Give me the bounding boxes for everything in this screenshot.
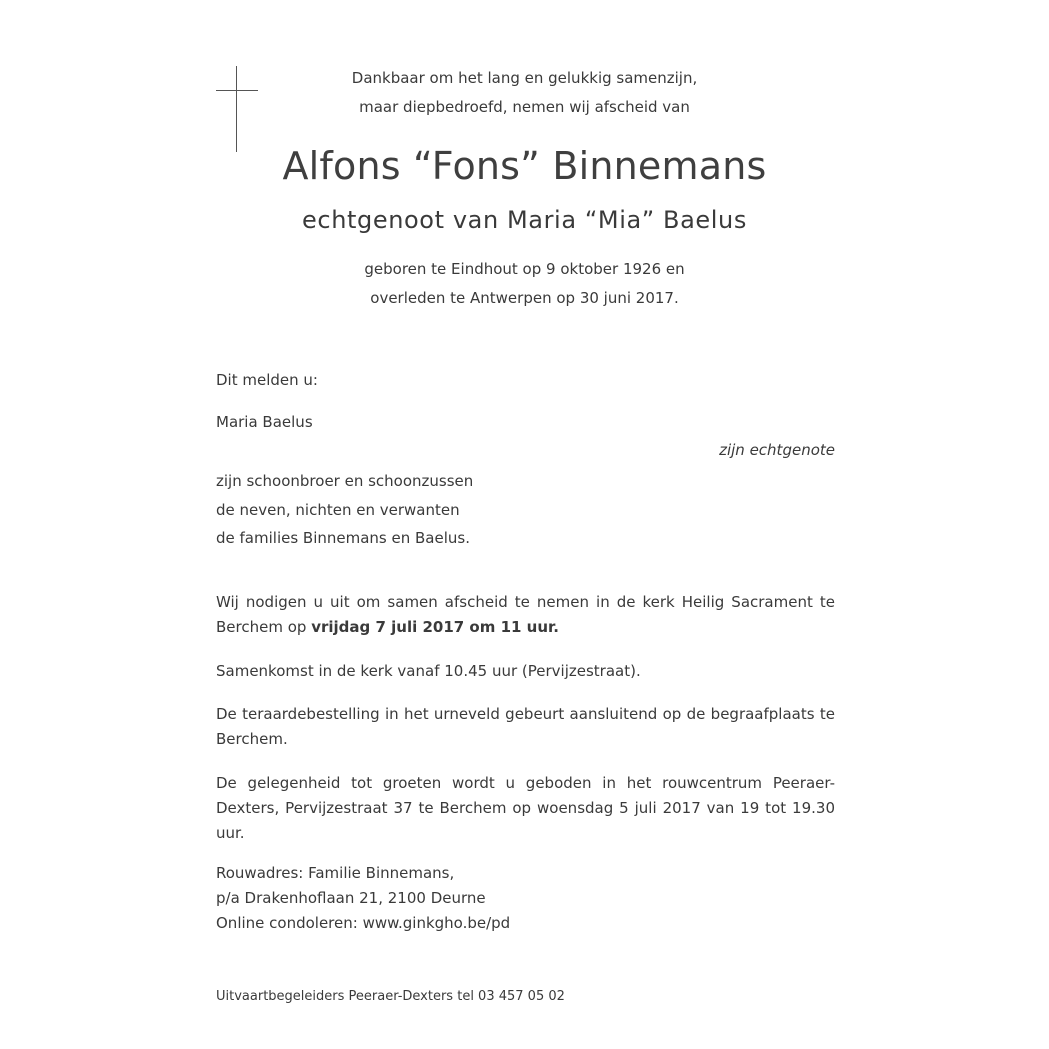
- birth-line: geboren te Eindhout op 9 oktober 1926 en: [364, 260, 685, 278]
- spouse-name: Maria Baelus: [216, 413, 313, 431]
- burial-paragraph: De teraardebestelling in het urneveld gebeurt aansluitend op de begraafplaats te Berchem.: [216, 705, 835, 748]
- address-line-1: Rouwadres: Familie Binnemans,: [216, 864, 455, 882]
- intro-line-1: Dankbaar om het lang en gelukkig samenzijn,: [351, 69, 698, 87]
- family-list: [216, 467, 835, 553]
- family-item: zijn schoonbroer en schoonzussen: [216, 472, 474, 490]
- family-item: de families Binnemans en Baelus.: [216, 529, 470, 547]
- spouse-line: echtgenoot van Maria “Mia” Baelus: [302, 206, 747, 234]
- invitation-text: Wij nodigen u uit om samen afscheid te nemen in de kerk Heilig Sacrament te Berchem op: [216, 593, 835, 636]
- life-dates: [0, 255, 1049, 313]
- mourning-address: [216, 861, 835, 936]
- spouse-role: zijn echtgenote: [719, 441, 835, 459]
- address-line-2: p/a Drakenhoflaan 21, 2100 Deurne: [216, 889, 486, 907]
- announcement-heading: Dit melden u:: [216, 371, 318, 389]
- death-line: overleden te Antwerpen op 30 juni 2017.: [370, 289, 679, 307]
- family-item: de neven, nichten en verwanten: [216, 500, 460, 519]
- funeral-director-footer: Uitvaartbegeleiders Peeraer-Dexters tel 03 457 05 02: [216, 989, 565, 1004]
- gathering-paragraph: Samenkomst in de kerk vanaf 10.45 uur (Pervijzestraat).: [216, 662, 641, 680]
- visitation-paragraph: De gelegenheid tot groeten wordt u geboden in het rouwcentrum Peeraer-Dexters, Pervijzestraat 37 te Berchem op woensdag 5 juli 2017 van 19 tot 19.30 uur.: [216, 774, 835, 842]
- condolence-line: Online condoleren: www.ginkgho.be/pd: [216, 914, 511, 932]
- ceremony-date: vrijdag 7 juli 2017 om 11 uur.: [311, 618, 559, 636]
- invitation-paragraph: [216, 590, 835, 640]
- intro-text: [0, 64, 1049, 122]
- deceased-name: Alfons “Fons” Binnemans: [282, 144, 767, 188]
- intro-line-2: maar diepbedroefd, nemen wij afscheid van: [359, 98, 690, 116]
